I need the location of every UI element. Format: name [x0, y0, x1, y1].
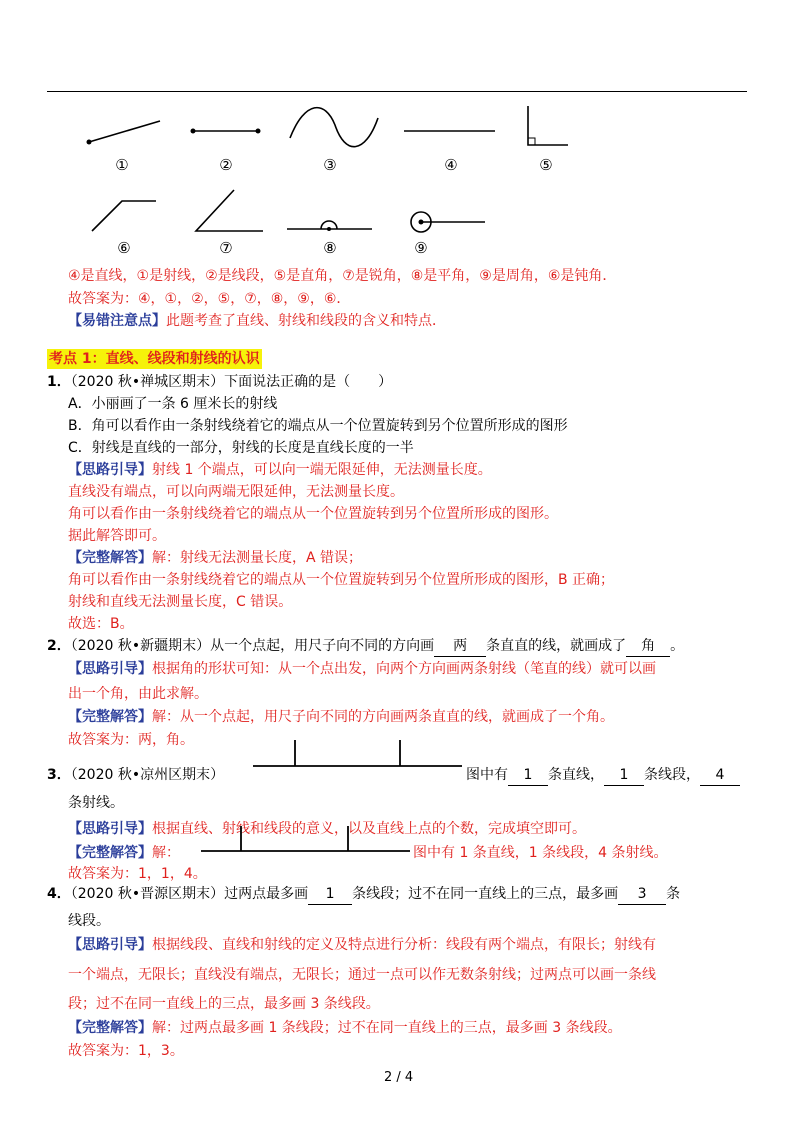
q2-blank-2: 角 — [626, 636, 670, 657]
header-rule — [47, 91, 747, 92]
q2-solution-tag: 【完整解答】 — [68, 709, 152, 725]
q1-stem — [47, 372, 392, 392]
q1-option-a: A．小丽画了一条 6 厘米长的射线 — [68, 396, 278, 412]
q3-solution-a: 解： — [152, 845, 180, 861]
q1-number: 1． — [47, 374, 71, 390]
q2-guide-text: 根据角的形状可知：从一个点出发，向两个方向画两条射线（笔直的线）就可以画 — [152, 661, 656, 677]
q3-blank-1: 1 — [508, 765, 548, 786]
q3-guide-tag: 【思路引导】 — [68, 821, 152, 837]
q3-stem-d: 条线段， — [644, 767, 700, 783]
page-number: 2 / 4 — [384, 1070, 414, 1085]
q4-solution-text: 解：过两点最多画 1 条线段；过不在同一直线上的三点，最多画 3 条线段。 — [152, 1020, 622, 1036]
q3-line-figure — [250, 738, 470, 778]
q2-guide-tag: 【思路引导】 — [68, 661, 152, 677]
figure-label-1: ① — [115, 156, 129, 174]
q2-solution-text: 解：从一个点起，用尺子向不同的方向画两条直直的线，就画成了一个角。 — [152, 709, 614, 725]
q1-solution-text: 解：射线无法测量长度，A 错误； — [152, 550, 363, 566]
q3-solution-text: 图中有 1 条直线，1 条线段，4 条射线。 — [413, 845, 668, 861]
figure-label-8: ⑧ — [323, 239, 337, 257]
figure-label-4: ④ — [444, 156, 458, 174]
q4-guide-tag: 【思路引导】 — [68, 937, 152, 953]
figure-1-ray — [89, 121, 160, 142]
q1-solution-1 — [68, 548, 362, 568]
q1-answer: 故选：B。 — [68, 616, 134, 632]
q4-guide-3: 段；过不在同一直线上的三点，最多画 3 条线段。 — [68, 996, 380, 1012]
q1-guide-2: 直线没有端点，可以向两端无限延伸，无法测量长度。 — [68, 484, 404, 500]
q3-guide-text: 根据直线、射线和线段的意义，以及直线上点的个数，完成填空即可。 — [152, 821, 586, 837]
q2-guide-2: 出一个角，由此求解。 — [68, 686, 208, 702]
prev-final-answer: 故答案为：④，①，②，⑤，⑦，⑧，⑨，⑥． — [68, 291, 351, 307]
prev-note — [68, 311, 446, 331]
q4-answer: 故答案为：1，3。 — [68, 1043, 184, 1059]
q4-stem-c: 条 — [666, 886, 681, 902]
q1-guide-3: 角可以看作由一条射线绕着它的端点从一个位置旋转到另个位置所形成的图形。 — [68, 506, 558, 522]
prev-answer-line: ④是直线，①是射线，②是线段，⑤是直角，⑦是锐角，⑧是平角，⑨是周角，⑥是钝角． — [68, 268, 617, 284]
q4-stem-a: （2020 秋•晋源区期末）过两点最多画 — [70, 886, 309, 902]
q3-blank-3: 4 — [700, 765, 740, 786]
figures-row-2 — [0, 185, 794, 265]
q3-stem-rest — [466, 765, 740, 786]
figure-3-curve — [290, 108, 378, 147]
q2-stem — [47, 636, 684, 657]
q1-guide-4: 据此解答即可。 — [68, 528, 166, 544]
q4-number: 4． — [47, 886, 71, 902]
q1-option-b: B．角可以看作由一条射线绕着它的端点从一个位置旋转到另个位置所形成的图形 — [68, 418, 568, 434]
q1-solution-3: 射线和直线无法测量长度，C 错误。 — [68, 594, 293, 610]
q1-guide-1 — [68, 460, 492, 480]
q3-solution-figure — [198, 824, 413, 856]
q4-stem-end: 线段。 — [68, 913, 110, 929]
figure-label-5: ⑤ — [539, 156, 553, 174]
figure-label-7: ⑦ — [219, 239, 233, 257]
q3-blank-2: 1 — [604, 765, 644, 786]
q2-guide-1 — [68, 659, 656, 679]
q3-stem-a: （2020 秋•凉州区期末） — [70, 767, 225, 783]
q3-stem-end: 条射线。 — [68, 795, 124, 811]
note-tag: 【易错注意点】 — [68, 313, 166, 329]
q4-solution-tag: 【完整解答】 — [68, 1020, 152, 1036]
q2-answer: 故答案为：两，角。 — [68, 732, 194, 748]
q4-solution-1 — [68, 1018, 622, 1038]
q4-guide-1 — [68, 935, 656, 955]
note-text: 此题考查了直线、射线和线段的含义和特点． — [166, 313, 446, 329]
figure-label-6: ⑥ — [117, 239, 131, 257]
q3-solution-tag: 【完整解答】 — [68, 845, 152, 861]
q1-guide-tag: 【思路引导】 — [68, 462, 152, 478]
figures-row-1 — [0, 100, 794, 180]
q4-blank-1: 1 — [308, 884, 352, 905]
q2-number: 2． — [47, 638, 71, 654]
q2-blank-1: 两 — [434, 636, 486, 657]
q3-stem-b: 图中有 — [466, 767, 508, 783]
q4-stem — [47, 884, 680, 905]
q2-stem-b: 条直直的线，就画成了 — [486, 638, 627, 654]
q4-guide-2: 一个端点，无限长；直线没有端点，无限长；通过一点可以作无数条射线；过两点可以画一条线 — [68, 967, 656, 983]
figure-label-2: ② — [219, 156, 233, 174]
q1-stem-text: （2020 秋•禅城区期末）下面说法正确的是（ ） — [70, 374, 393, 390]
q4-guide-text: 根据线段、直线和射线的定义及特点进行分析：线段有两个端点，有限长；射线有 — [152, 937, 656, 953]
q3-solution-1 — [68, 843, 180, 863]
q3-number: 3． — [47, 767, 71, 783]
q3-stem-prefix — [47, 765, 224, 785]
q4-stem-b: 条线段；过不在同一直线上的三点，最多画 — [352, 886, 619, 902]
q2-stem-c: 。 — [670, 638, 685, 654]
q2-solution-1 — [68, 707, 614, 727]
q3-stem-c: 条直线， — [548, 767, 604, 783]
figure-7-acute-angle — [196, 190, 263, 231]
q4-blank-2: 3 — [618, 884, 666, 905]
q3-answer: 故答案为：1，1，4。 — [68, 866, 207, 882]
figure-label-3: ③ — [323, 156, 337, 174]
section-title: 考点 1：直线、线段和射线的认识 — [49, 351, 260, 367]
figure-5-right-angle — [528, 106, 568, 145]
q1-solution-2: 角可以看作由一条射线绕着它的端点从一个位置旋转到另个位置所形成的图形，B 正确； — [68, 572, 615, 588]
figure-6-obtuse-angle — [92, 201, 156, 231]
q1-guide-text: 射线 1 个端点，可以向一端无限延伸，无法测量长度。 — [152, 462, 492, 478]
figure-label-9: ⑨ — [414, 239, 428, 257]
q2-stem-a: （2020 秋•新疆期末）从一个点起，用尺子向不同的方向画 — [70, 638, 435, 654]
q1-solution-tag: 【完整解答】 — [68, 550, 152, 566]
q1-option-c: C．射线是直线的一部分，射线的长度是直线长度的一半 — [68, 440, 414, 456]
